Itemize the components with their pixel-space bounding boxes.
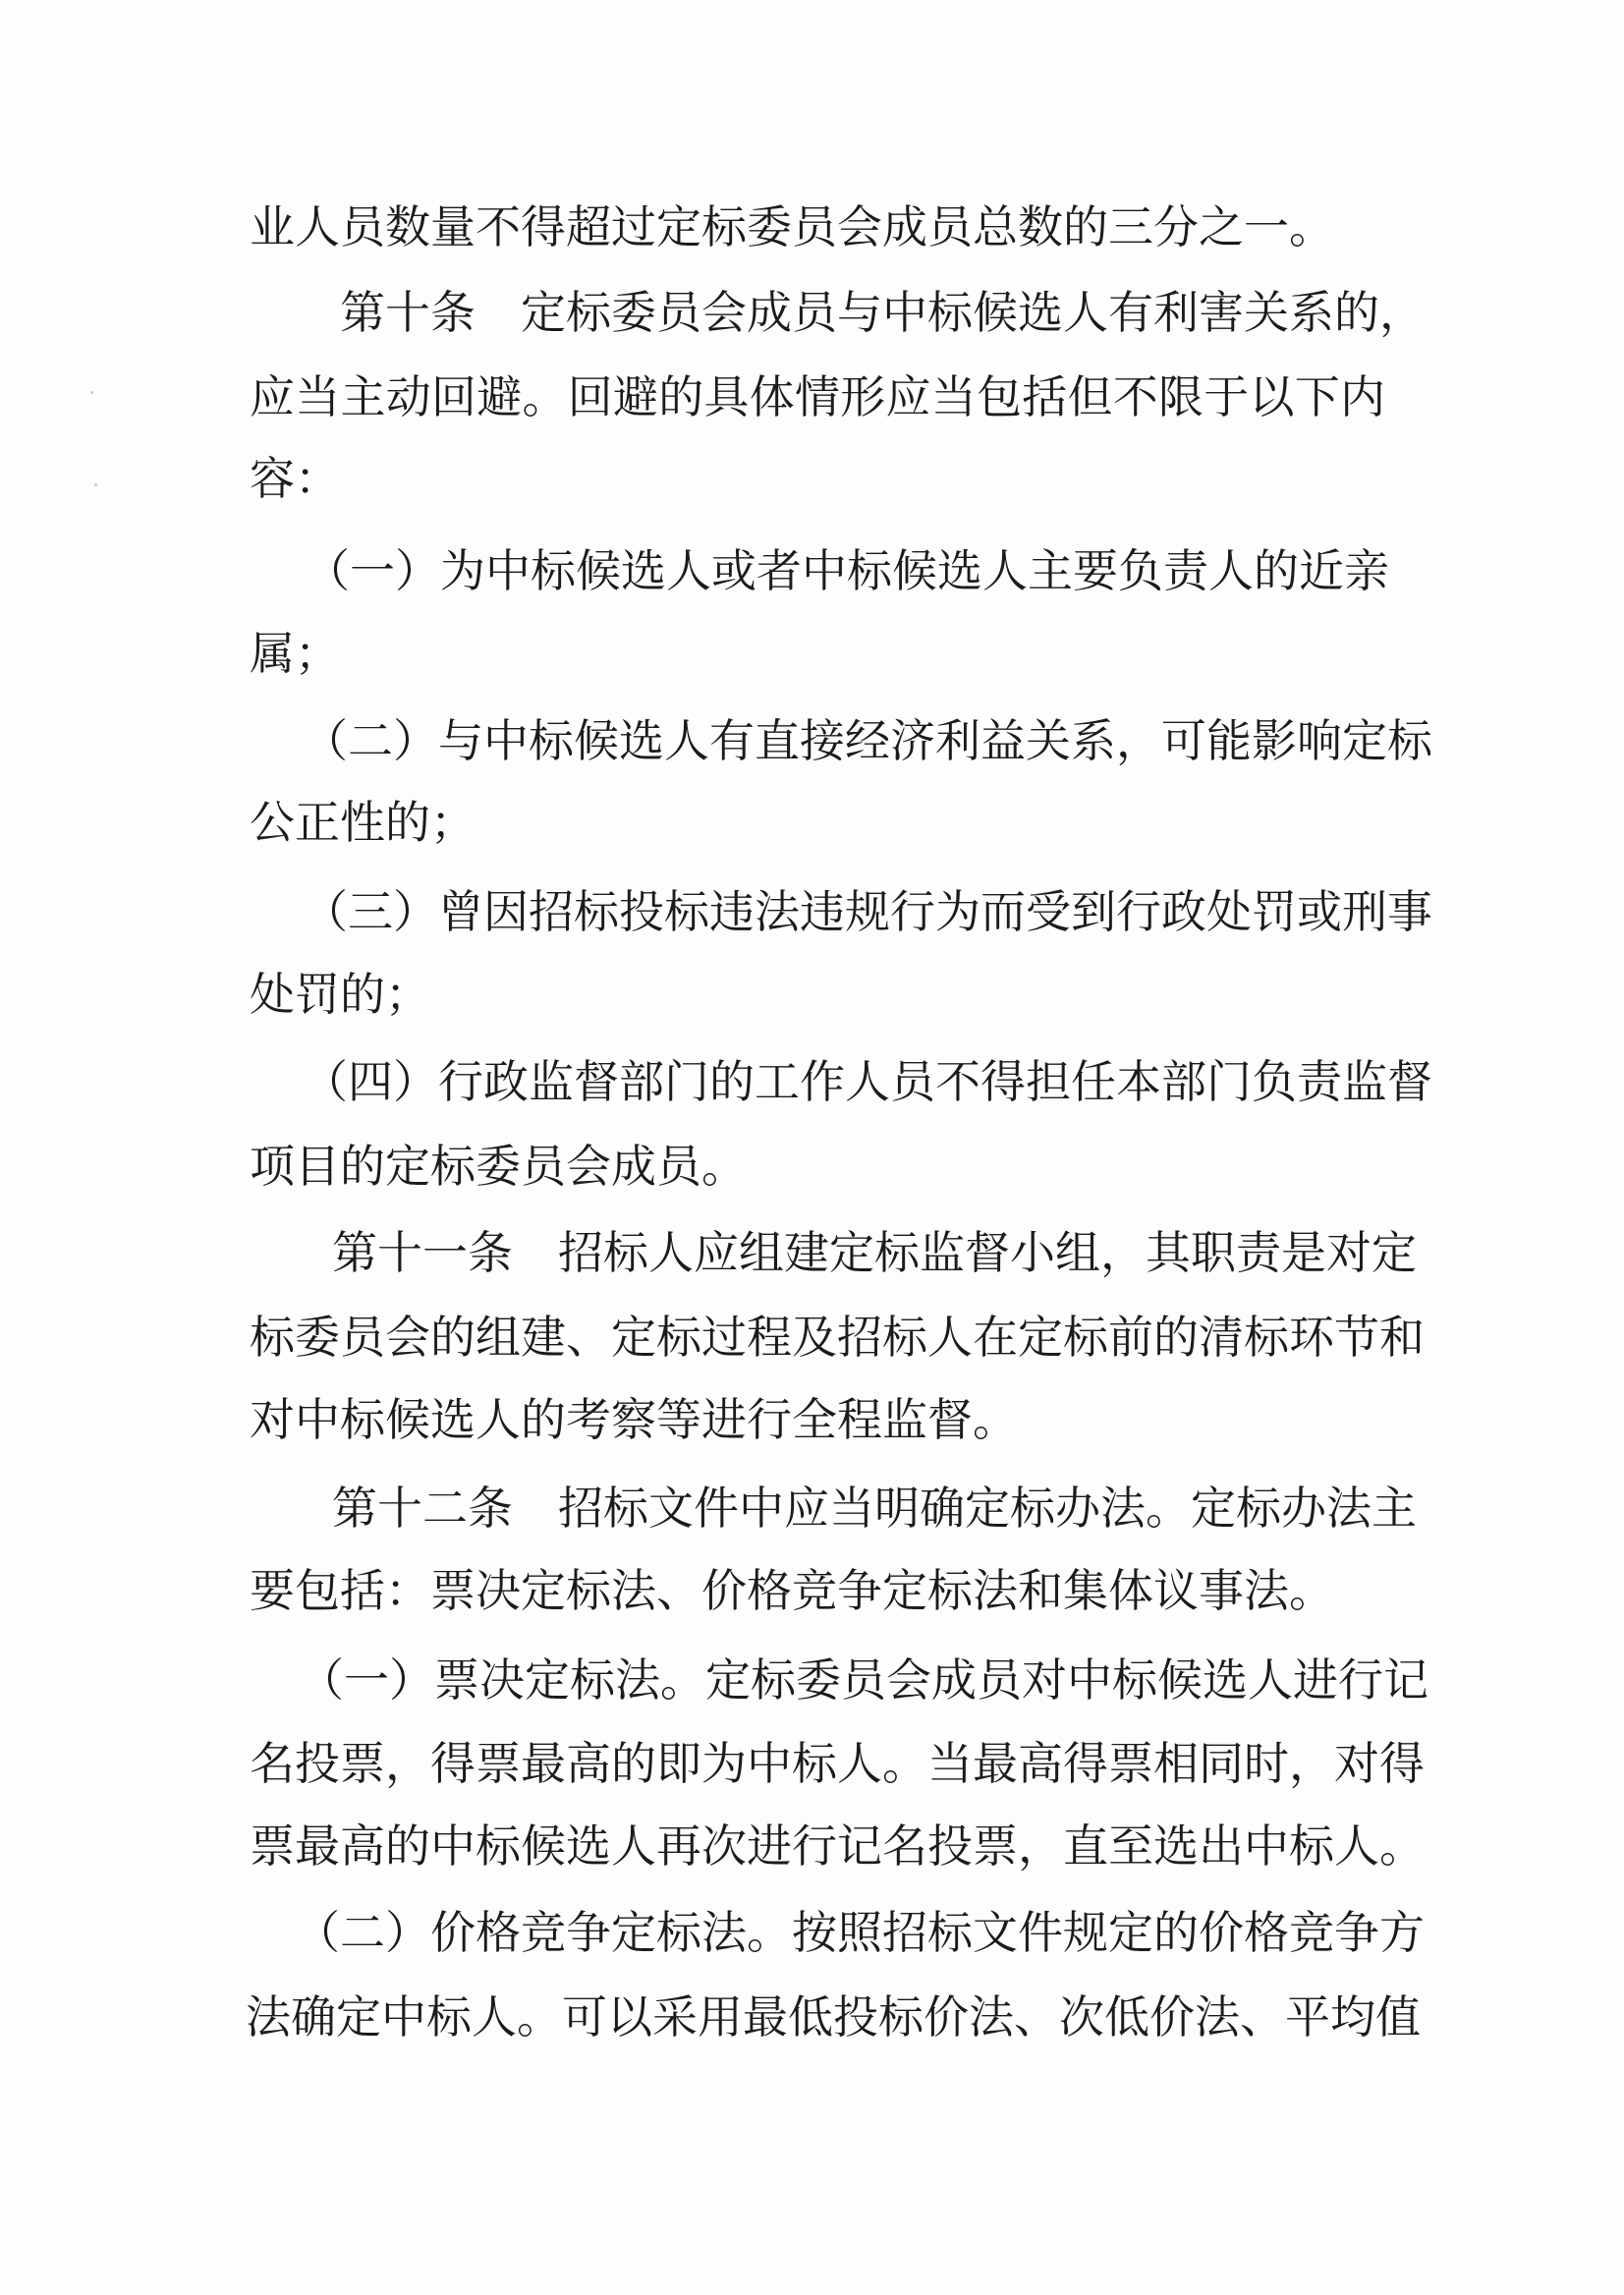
scan-speck <box>90 391 93 394</box>
list-item-3-line: （三）曾因招标投标违法违规行为而受到行政处罚或刑事 <box>303 885 1432 938</box>
article-10-heading-line: 第十条 定标委员会成员与中标候选人有利害关系的， <box>340 286 1425 339</box>
list-item-4-line: 项目的定标委员会成员。 <box>250 1140 747 1193</box>
article-11-heading-line: 第十一条 招标人应组建定标监督小组，其职责是对定 <box>332 1226 1417 1279</box>
method-1-line: 名投票，得票最高的即为中标人。当最高得票相同时，对得 <box>250 1737 1425 1790</box>
scan-speck <box>94 483 97 486</box>
paragraph-line: 对中标候选人的考察等进行全程监督。 <box>250 1393 1018 1446</box>
paragraph-line: 应当主动回避。回避的具体情形应当包括但不限于以下内 <box>250 370 1385 423</box>
paragraph-line: 要包括：票决定标法、价格竞争定标法和集体议事法。 <box>250 1564 1334 1617</box>
method-2-line: 法确定中标人。可以采用最低投标价法、次低价法、平均值 <box>246 1990 1421 2043</box>
paragraph-line: 容： <box>250 452 340 505</box>
paragraph-line: 标委员会的组建、定标过程及招标人在定标前的清标环节和 <box>250 1311 1425 1364</box>
list-item-2-line: 公正性的； <box>250 796 476 849</box>
list-item-3-line: 处罚的； <box>250 968 430 1021</box>
list-item-1-line: （一）为中标候选人或者中标候选人主要负责人的近亲 <box>305 544 1389 597</box>
method-2-line: （二）价格竞争定标法。按照招标文件规定的价格竞争方 <box>295 1906 1425 1959</box>
method-1-line: 票最高的中标候选人再次进行记名投票，直至选出中标人。 <box>250 1819 1425 1873</box>
list-item-1-line: 属； <box>250 627 340 680</box>
method-1-line: （一）票决定标法。定标委员会成员对中标候选人进行记 <box>299 1653 1428 1707</box>
paragraph-line: 业人员数量不得超过定标委员会成员总数的三分之一。 <box>250 200 1334 253</box>
list-item-4-line: （四）行政监督部门的工作人员不得担任本部门负责监督 <box>303 1055 1432 1108</box>
list-item-2-line: （二）与中标候选人有直接经济利益关系，可能影响定标 <box>303 714 1432 767</box>
article-12-heading-line: 第十二条 招标文件中应当明确定标办法。定标办法主 <box>332 1482 1417 1535</box>
